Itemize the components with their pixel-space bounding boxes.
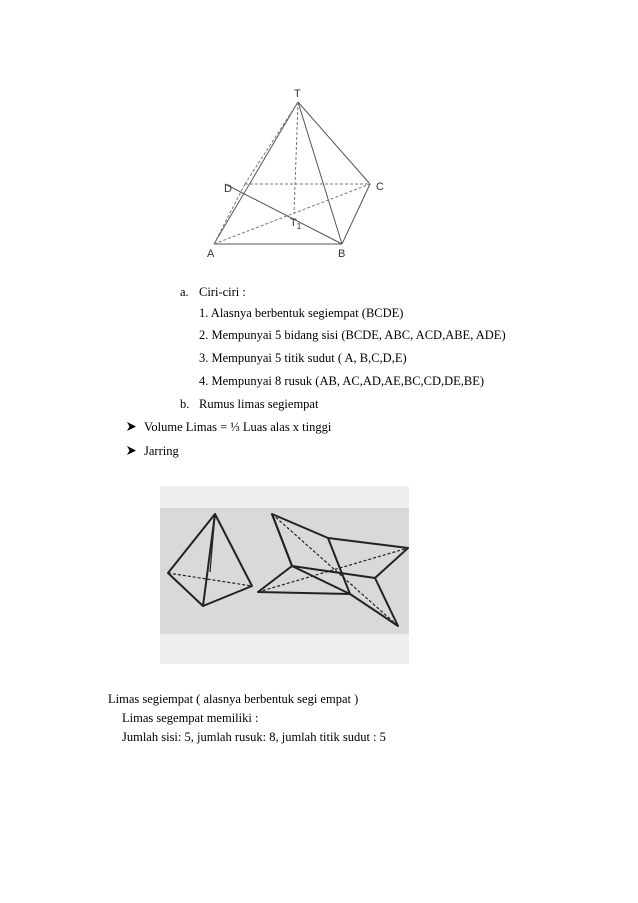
bullet-volume: Volume Limas = ⅓ Luas alas x tinggi	[144, 420, 332, 434]
section-a-item-2: 2. Mempunyai 5 bidang sisi (BCDE, ABC, ACD,ABE, ADE)	[199, 328, 506, 342]
edge-td-hidden	[245, 102, 298, 184]
bullet-jarring: Jarring	[144, 444, 179, 458]
label-b: B	[338, 248, 346, 260]
section-a-item-3: 3. Mempunyai 5 titik sudut ( A, B,C,D,E)	[199, 351, 407, 365]
summary-line-3: Jumlah sisi: 5, jumlah rusuk: 8, jumlah titik sudut : 5	[122, 730, 386, 744]
pyramid-diagram	[190, 80, 410, 265]
arrow-bullet-icon	[126, 445, 137, 456]
summary-line-1: Limas segiempat ( alasnya berbentuk segi empat )	[108, 692, 359, 706]
pyramid-net-image	[160, 486, 409, 664]
diag-db	[225, 184, 342, 244]
edge-tb	[298, 102, 342, 244]
label-t1: $T_1$	[290, 217, 302, 231]
section-a-marker: a.	[180, 285, 189, 299]
section-a-item-1: 1. Alasnya berbentuk segiempat (BCDE)	[199, 306, 404, 320]
label-t: T	[294, 88, 301, 100]
section-a-item-4: 4. Mempunyai 8 rusuk (AB, AC,AD,AE,BC,CD,DE,BE)	[199, 374, 485, 388]
arrow-bullet-icon	[126, 421, 137, 432]
section-b-marker: b.	[180, 397, 190, 411]
net-outline	[258, 514, 408, 626]
label-d: D	[224, 183, 232, 195]
pyramid-net-drawing	[160, 486, 409, 664]
summary-line-2: Limas segempat memiliki :	[122, 711, 259, 725]
label-c: C	[376, 181, 384, 193]
label-a: A	[207, 248, 215, 260]
height-tt1-hidden	[294, 102, 298, 214]
edge-tc	[298, 102, 370, 184]
section-a-title: Ciri-ciri :	[199, 285, 246, 299]
edge-ta	[214, 102, 298, 244]
section-b-title: Rumus limas segiempat	[199, 397, 319, 411]
